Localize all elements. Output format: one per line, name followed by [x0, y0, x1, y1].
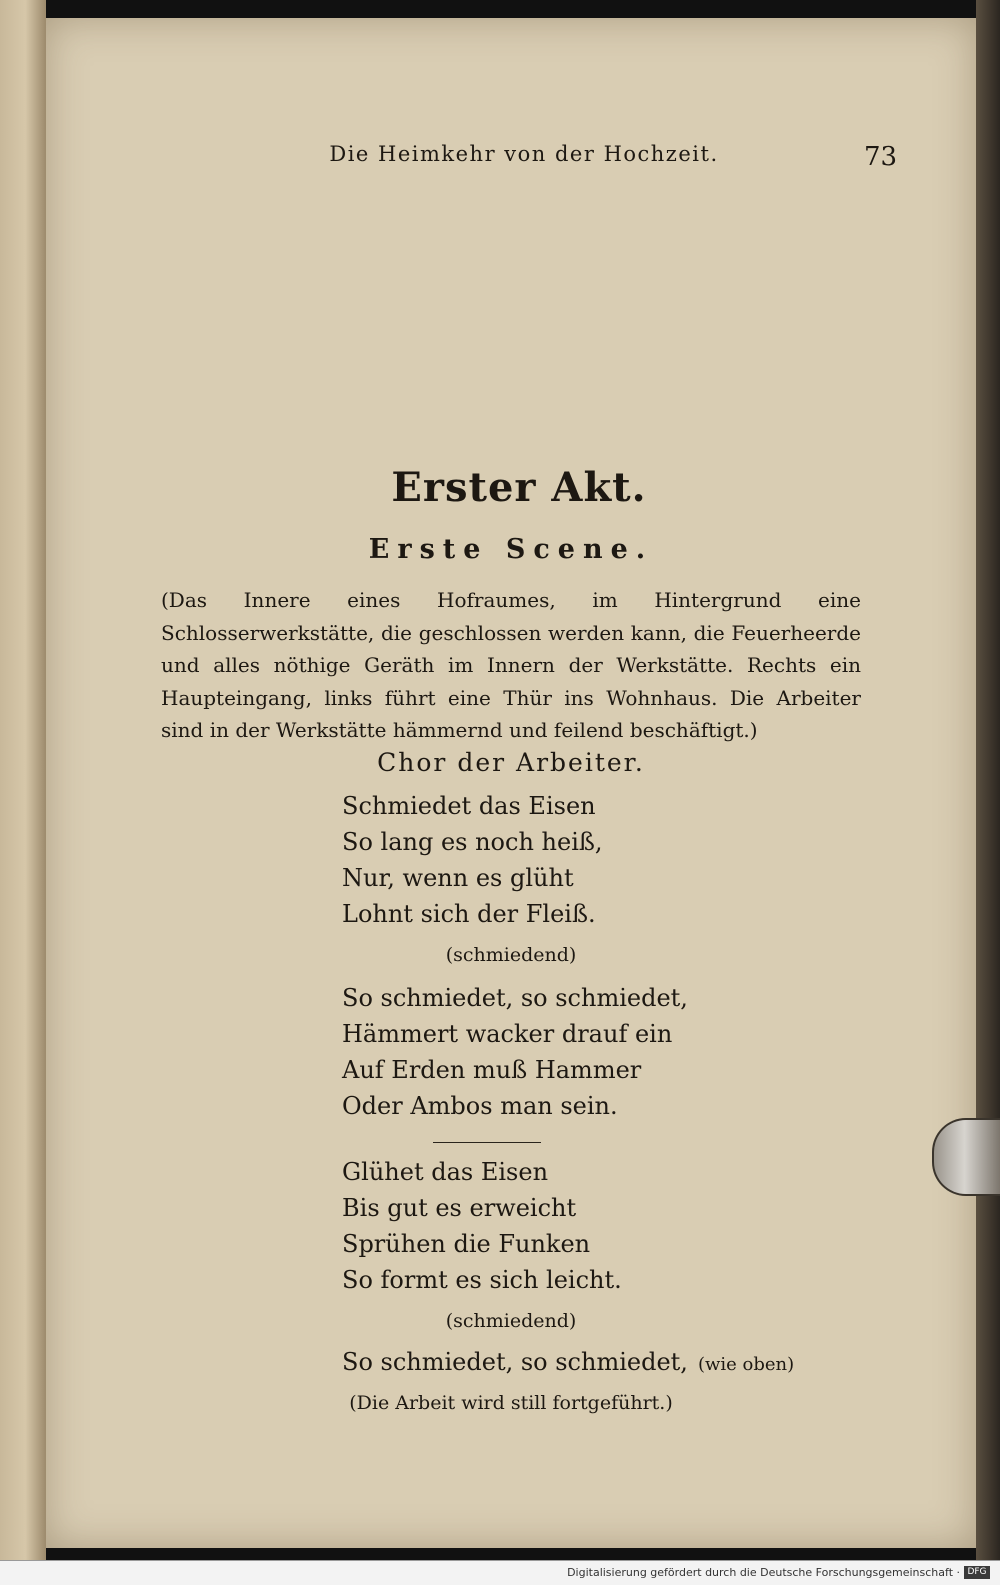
verse-line: Schmiedet das Eisen	[342, 792, 596, 820]
verse-line: So schmiedet, so schmiedet,	[342, 984, 688, 1012]
final-verse-text: So schmiedet, so schmiedet,	[342, 1348, 688, 1376]
verse-line: So formt es sich leicht.	[342, 1266, 622, 1294]
closing-stage-direction: (Die Arbeit wird still fortgeführt.)	[349, 1392, 673, 1414]
verse-line: Oder Ambos man sein.	[342, 1092, 618, 1120]
final-verse-line	[342, 1348, 794, 1376]
verse-line: Nur, wenn es glüht	[342, 864, 574, 892]
verse-line: Lohnt sich der Fleiß.	[342, 900, 596, 928]
verse-line: So lang es noch heiß,	[342, 828, 603, 856]
stage-direction-schmiedend-2: (schmiedend)	[445, 1310, 577, 1332]
page-turn-tab[interactable]	[932, 1118, 1000, 1196]
verse-line: Bis gut es erweicht	[342, 1194, 577, 1222]
previous-page-edge	[0, 0, 46, 1560]
running-head: Die Heimkehr von der Hochzeit.	[329, 142, 719, 166]
final-verse-aside: (wie oben)	[697, 1354, 795, 1375]
scene-title: Erste Scene.	[368, 534, 654, 565]
page-stack-edge	[976, 0, 1000, 1560]
verse-line: Auf Erden muß Hammer	[342, 1056, 642, 1084]
verse-line: Hämmert wacker drauf ein	[342, 1020, 673, 1048]
dfg-logo: DFG	[964, 1566, 990, 1579]
book-page	[46, 18, 976, 1548]
stage-direction-text: (Das Innere eines Hofraumes, im Hintergrund eine Schlosserwerkstätte, die geschlossen werden kann, die Feuerheerde und alles nöthige Geräth im Innern der Werkstätte. Rechts ein Haupteingang, links führt eine Thür ins Wohnhaus. Die Arbeiter sind in der Werkstätte hämmernd und feilend beschäftigt.)	[161, 588, 861, 742]
page-number: 73	[864, 142, 898, 172]
act-title: Erster Akt.	[391, 464, 647, 511]
stage-direction-schmiedend-1: (schmiedend)	[445, 944, 577, 966]
chorus-heading: Chor der Arbeiter.	[377, 748, 645, 777]
verse-line: Sprühen die Funken	[342, 1230, 591, 1258]
footer-bar	[0, 1560, 1000, 1585]
stanza-2	[342, 980, 762, 1124]
funding-credit: Digitalisierung gefördert durch die Deutsche Forschungsgemeinschaft ·	[567, 1566, 960, 1579]
verse-line: Glühet das Eisen	[342, 1158, 549, 1186]
stanza-1	[342, 788, 762, 932]
stanza-3	[342, 1154, 762, 1298]
section-divider	[433, 1142, 541, 1143]
stage-direction	[161, 584, 861, 747]
